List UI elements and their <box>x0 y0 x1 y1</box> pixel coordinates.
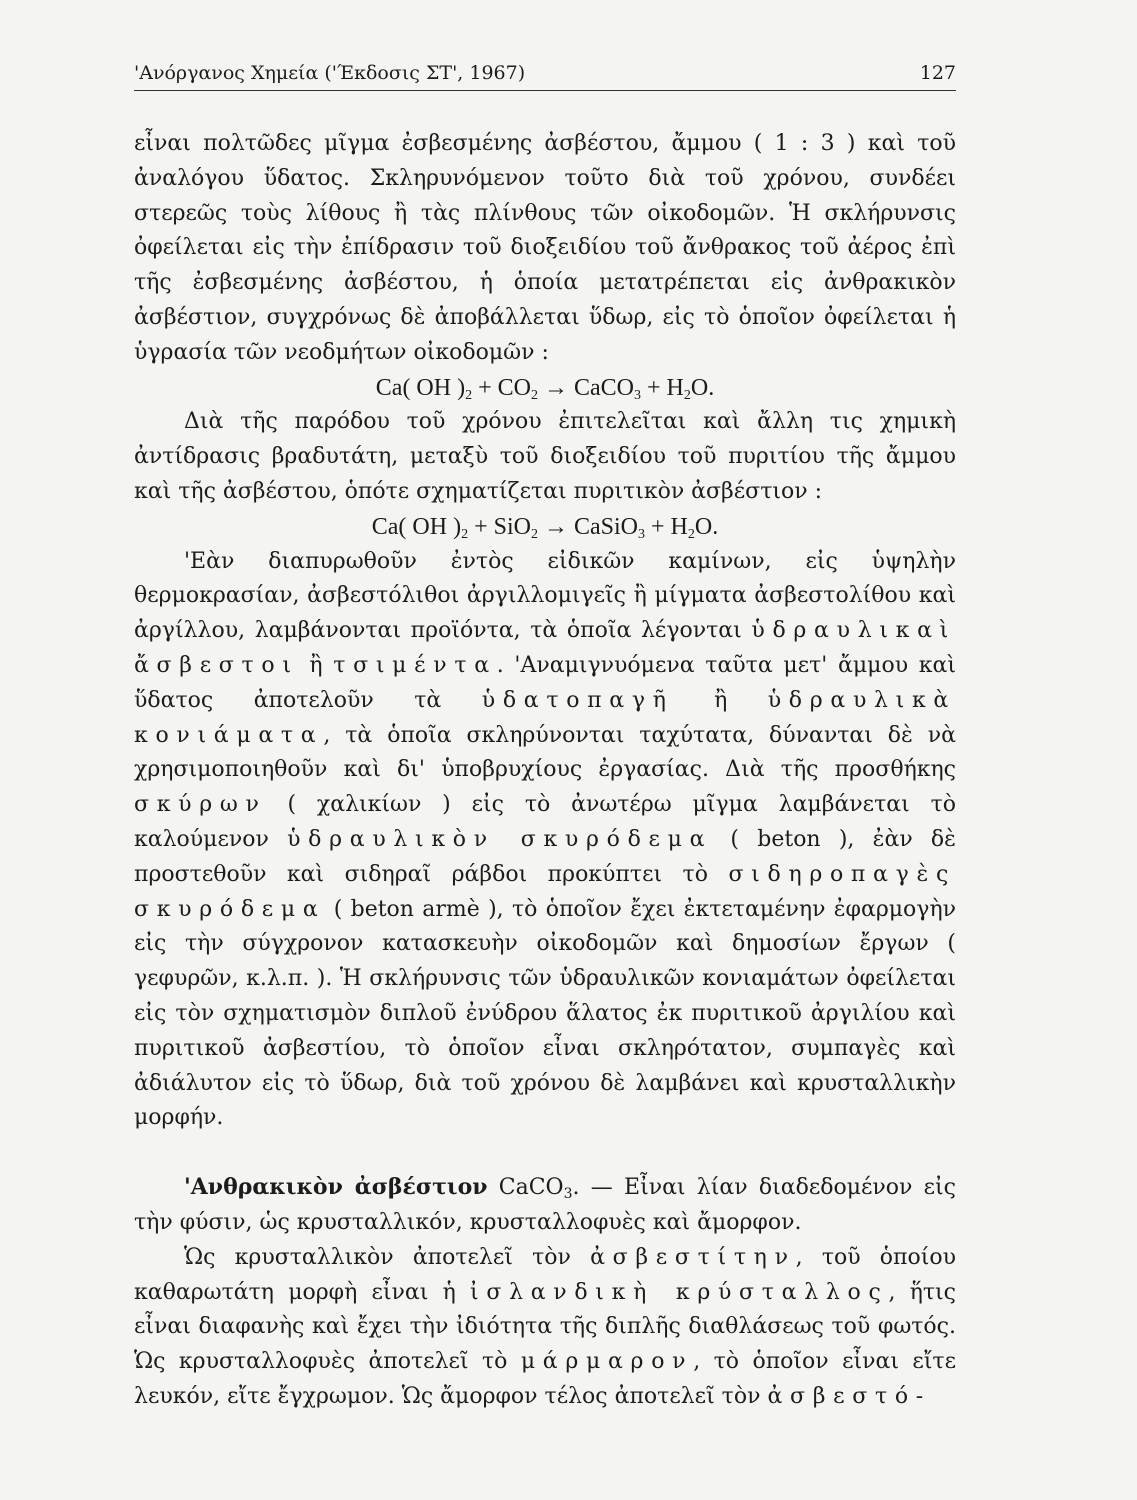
spaced-term: ὑδραυλικὸν σκυρόδεμα <box>287 826 713 852</box>
section-formula: CaCO <box>487 1175 564 1201</box>
eq1-term-b: CO <box>497 374 531 401</box>
spaced-term: τσιμέντα <box>333 652 497 678</box>
eq2-term-d: H <box>670 513 688 540</box>
section-heading: 'Ανθρακικὸν ἀσβέστιον <box>184 1174 488 1201</box>
eq1-term-d: H <box>666 374 684 401</box>
spaced-term: ἀσβεστίτην <box>590 1244 796 1270</box>
paragraph-5: Ὡς κρυσταλλικὸν ἀποτελεῖ τὸν ἀσβεστίτην, τοῦ ὁποίου καθαρωτάτη μορφὴ εἶναι ἡ ἰσλανδικὴ κρύσταλλος, ἥτις εἶναι διαφανὴς καὶ ἔχει τὴν ἰδιότητα τῆς διπλῆς διαθλάσεως τοῦ φωτός. Ὡς κρυσταλλοφυὲς ἀποτελεῖ τὸ μάρμαρον, τὸ ὁποῖον εἶναι εἴτε λευκόν, εἴτε ἔγχρωμον. Ὡς ἄμορφον τέλος ἀποτελεῖ τὸν ἀσβεστό- <box>134 1244 957 1409</box>
spaced-term: ὑδατοπαγῆ <box>481 687 674 713</box>
eq1-term-c: CaCO <box>573 374 634 401</box>
spaced-term: μάρμαρον <box>520 1349 694 1375</box>
eq2-term-a: Ca( OH ) <box>371 513 462 540</box>
eq1-term-a: Ca( OH ) <box>375 374 466 401</box>
spaced-term: σιδηροπαγὲς σκυρόδεμα <box>134 861 956 922</box>
equation-2: Ca( OH )$_2 + SiO_2$ → CaSiO$_3$ + $H_2O$. <box>371 513 719 542</box>
equation-1: Ca( OH )$_2 + CO_2$ → CaCO$_3$ + $H_2O$. <box>375 374 715 403</box>
eq2-term-b: SiO <box>493 513 531 540</box>
header-title: 'Ανόργανος Χημεία ('Έκδοσις ΣΤ', 1967) <box>134 62 526 84</box>
reaction-arrow-icon: → <box>537 374 574 401</box>
section-paragraph: 'Ανθρακικὸν ἀσβέστιον CaCO$_3$. — Εἶναι λίαν διαδεδομένον εἰς τὴν φύσιν, ὡς κρυσταλλικόν, κρυσταλλοφυὲς καὶ ἄμορφον. <box>134 1174 956 1235</box>
spaced-term: σκύρων <box>134 792 267 818</box>
running-header <box>134 62 956 91</box>
paragraph-1: εἶναι πολτῶδες μῖγμα ἐσβεσμένης ἀσβέστου, ἄμμου ( 1 : 3 ) καὶ τοῦ ἀναλόγου ὕδατος. Σκληρυνόμενον τοῦτο διὰ τοῦ χρόνου, συνδέει στερεῶς τοὺς λίθους ἢ τὰς πλίνθους τῶν οἰκοδομῶν. Ἡ σκλήρυνσις ὀφείλεται εἰς τὴν ἐπίδρασιν τοῦ διοξειδίου τοῦ ἄνθρακος τοῦ ἀέρος ἐπὶ τῆς ἐσβεσμένης ἀσβέστου, ἡ ὁποία μετατρέπεται εἰς ἀνθρακικὸν ἀσβέστιον, συγχρόνως δὲ ἀποβάλλεται ὕδωρ, εἰς τὸ ὁποῖον ὀφείλεται ἡ ὑγρασία τῶν νεοδμήτων οἰκοδομῶν : <box>134 131 956 365</box>
spaced-term: ἰσλανδικὴ κρύσταλλος <box>470 1279 889 1305</box>
spaced-term: ὑδραυλικαὶ ἄσβεστοι <box>134 618 956 678</box>
section-gap <box>134 1136 956 1170</box>
reaction-arrow-icon: → <box>537 513 574 540</box>
eq2-term-c: CaSiO <box>573 513 638 540</box>
spaced-term: ἀσβεστό- <box>767 1383 931 1409</box>
paragraph-2: Διὰ τῆς παρόδου τοῦ χρόνου ἐπιτελεῖται καὶ ἄλλη τις χημικὴ ἀντίδρασις βραδυτάτη, μεταξὺ τοῦ διοξειδίου τοῦ πυριτίου τῆς ἄμμου καὶ τῆς ἀσβέστου, ὁπότε σχηματίζεται πυριτικὸν ἀσβέστιον : <box>134 409 956 504</box>
page-body <box>134 127 956 1415</box>
paragraph-3: 'Εὰν διαπυρωθοῦν ἐντὸς εἰδικῶν καμίνων, εἰς ὑψηλὴν θερμοκρασίαν, ἀσβεστόλιθοι ἀργιλλομιγεῖς ἢ μίγματα ἀσβεστολίθου καὶ ἀργίλλου, λαμβάνονται προϊόντα, τὰ ὁποῖα λέγονται ὑδραυλικαὶ ἄσβεστοι ἢ τσιμέντα. 'Αναμιγνυόμενα ταῦτα μετ' ἄμμου καὶ ὕδατος ἀποτελοῦν τὰ ὑδατοπαγῆ ἢ ὑδραυλικὰ κονιάματα, τὰ ὁποῖα σκληρύνονται ταχύτατα, δύνανται δὲ νὰ χρησιμοποιηθοῦν καὶ δι' ὑποβρυχίους ἐργασίας. Διὰ τῆς προσθήκης σκύρων ( χαλικίων ) εἰς τὸ ἀνωτέρω μῖγμα λαμβάνεται τὸ καλούμενον ὑδραυλικὸν σκυρόδεμα ( beton ), ἐὰν δὲ προστεθοῦν καὶ σιδηραῖ ράβδοι προκύπτει τὸ σιδηροπαγὲς σκυρόδεμα ( beton armè ), τὸ ὁποῖον ἔχει ἐκτεταμένην ἐφαρμογὴν εἰς τὴν σύγχρονον κατασκευὴν οἰκοδομῶν καὶ δημοσίων ἔργων ( γεφυρῶν, κ.λ.π. ). Ἡ σκλήρυνσις τῶν ὑδραυλικῶν κονιαμάτων ὀφείλεται εἰς τὸν σχηματισμὸν διπλοῦ ἐνύδρου ἅλατος ἐκ πυριτικοῦ ἀργιλίου καὶ πυριτικοῦ ἀσβεστίου, τὸ ὁποῖον εἶναι σκληρότατον, συμπαγὲς καὶ ἀδιάλυτον εἰς τὸ ὕδωρ, διὰ τοῦ χρόνου δὲ λαμβάνει καὶ κρυσταλλικὴν μορφήν. <box>134 548 957 1131</box>
page-number: 127 <box>919 62 956 84</box>
spaced-term: ὑδραυλικὰ κονιάματα <box>134 687 956 748</box>
